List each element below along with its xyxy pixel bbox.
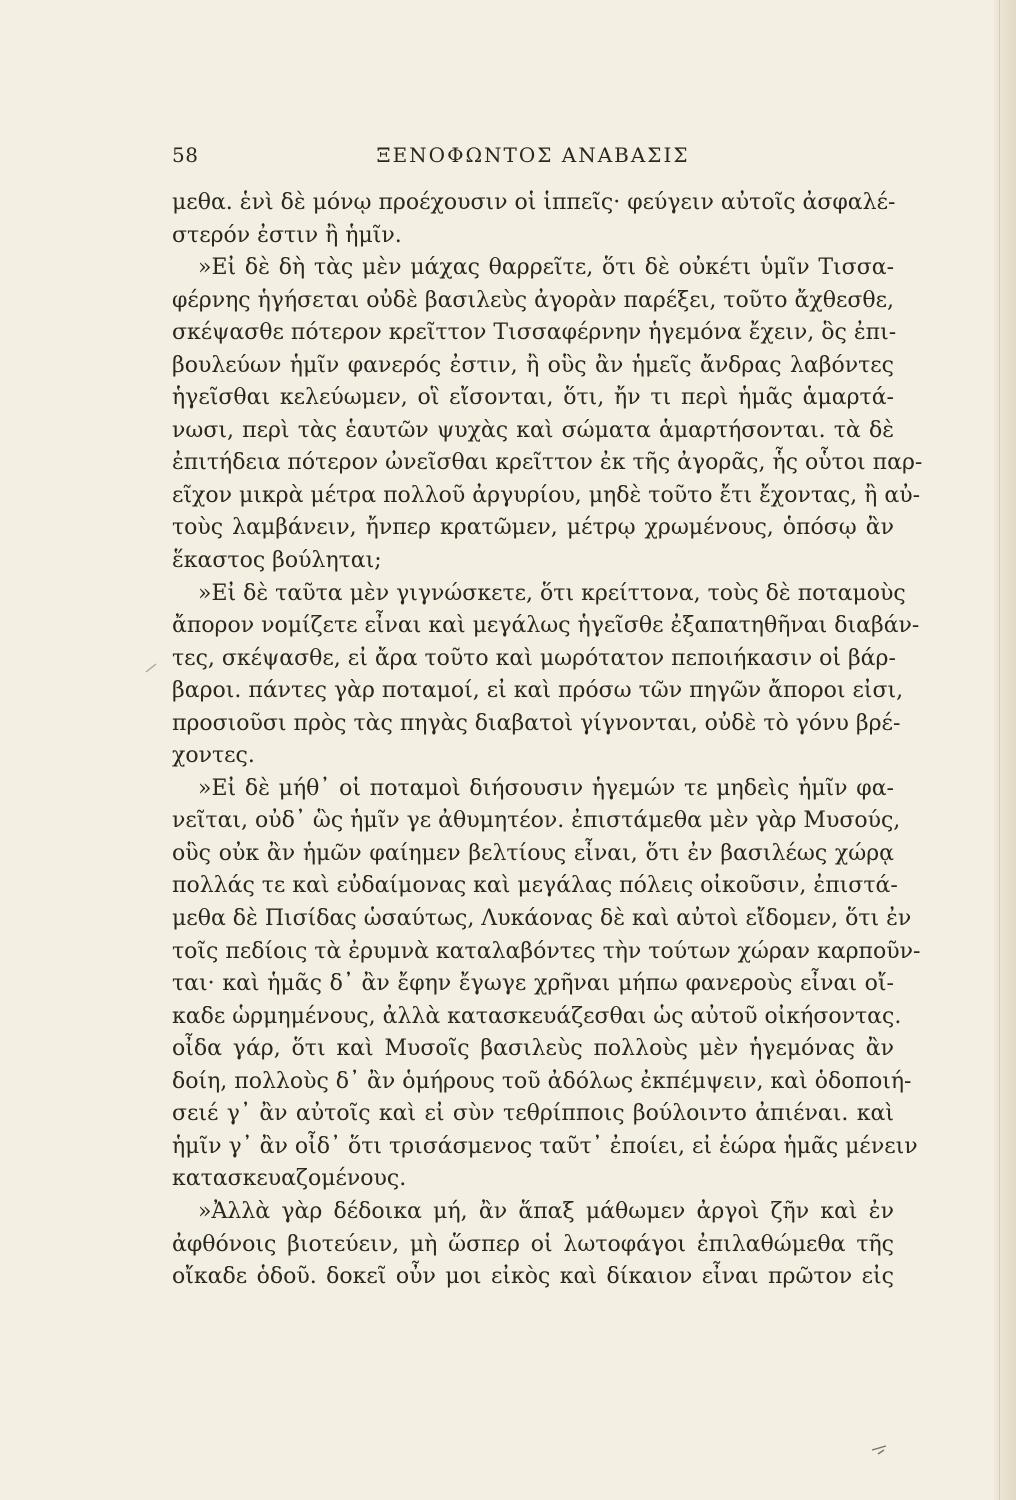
- page-edge-line: [999, 0, 1000, 1500]
- text-line: ἡμῖν γ᾽ ἂν οἶδ᾽ ὅτι τρισάσμενος ταῦτ᾽ ἐποίει, εἰ ἑώρα ἡμᾶς μένειν: [172, 1133, 918, 1159]
- text-line: νωσι, περὶ τὰς ἑαυτῶν ψυχὰς καὶ σώματα ἁμαρτήσονται. τὰ δὲ: [172, 417, 894, 443]
- text-line: προσιοῦσι πρὸς τὰς πηγὰς διαβατοὶ γίγνονται, οὐδὲ τὸ γόνυ βρέ-: [172, 710, 901, 736]
- text-line: οὓς οὐκ ἂν ἡμῶν φαίημεν βελτίους εἶναι, ὅτι ἐν βασιλέως χώρᾳ: [172, 840, 894, 866]
- text-line: βουλεύων ἡμῖν φανερός ἐστιν, ἢ οὓς ἂν ἡμεῖς ἄνδρας λαβόντες: [172, 352, 894, 378]
- text-line: καδε ὡρμημένους, ἀλλὰ κατασκευάζεσθαι ὡς αὐτοῦ οἰκήσοντας.: [172, 1003, 902, 1029]
- text-line: μεθα. ἑνὶ δὲ μόνῳ προέχουσιν οἱ ἱππεῖς· φεύγειν αὐτοῖς ἀσφαλέ-: [172, 190, 896, 215]
- page-edge: [994, 0, 1016, 1500]
- text-line: στερόν ἐστιν ἢ ἡμῖν.: [172, 222, 402, 248]
- corner-mark-bottom: [872, 1446, 886, 1454]
- running-title: ΞΕΝΟΦΩΝΤΟΣ ΑΝΑΒΑΣΙΣ: [376, 143, 690, 167]
- text-line: σειέ γ᾽ ἂν αὐτοῖς καὶ εἰ σὺν τεθρίπποις βούλοιντο ἀπιέναι. καὶ: [172, 1101, 894, 1127]
- text-line: κατασκευαζομένους.: [172, 1166, 407, 1192]
- page-header: [172, 142, 894, 174]
- text-line: ἐπιτήδεια πότερον ὠνεῖσθαι κρεῖττον ἐκ τῆς ἀγορᾶς, ἧς οὗτοι παρ-: [172, 450, 923, 476]
- body-text: [172, 187, 923, 1294]
- text-line: δοίη, πολλοὺς δ᾽ ἂν ὁμήρους τοῦ ἀδόλως ἐκπέμψειν, καὶ ὁδοποιή-: [172, 1068, 912, 1094]
- text-line: »Ἀλλὰ γὰρ δέδοικα μή, ἂν ἅπαξ μάθωμεν ἀργοὶ ζῆν καὶ ἐν: [198, 1198, 894, 1224]
- text-line: ται· καὶ ἡμᾶς δ᾽ ἂν ἔφην ἔγωγε χρῆναι μήπω φανεροὺς εἶναι οἴ-: [172, 971, 894, 997]
- text-line: »Εἰ δὲ ταῦτα μὲν γιγνώσκετε, ὅτι κρείττονα, τοὺς δὲ ποταμοὺς: [198, 580, 906, 606]
- text-line: εῖχον μικρὰ μέτρα πολλοῦ ἀργυρίου, μηδὲ τοῦτο ἔτι ἔχοντας, ἢ αὐ-: [172, 482, 920, 508]
- text-line: μεθα δὲ Πισίδας ὡσαύτως, Λυκάονας δὲ καὶ αὐτοὶ εἴδομεν, ὅτι ἐν: [172, 906, 912, 932]
- text-line: ἕκαστος βούληται;: [172, 548, 382, 574]
- text-line: »Εἰ δὲ μήθ᾽ οἱ ποταμοὶ διήσουσιν ἡγεμών τε μηδεὶς ἡμῖν φα-: [198, 775, 894, 801]
- page-number: 58: [172, 143, 199, 167]
- text-line: »Εἰ δὲ δὴ τὰς μὲν μάχας θαρρεῖτε, ὅτι δὲ οὐκέτι ὑμῖν Τισσα-: [198, 255, 894, 281]
- text-line: νεῖται, οὐδ᾽ ὣς ἡμῖν γε ἀθυμητέον. ἐπιστάμεθα μὲν γὰρ Μυσούς,: [172, 808, 901, 834]
- text-line: σκέψασθε πότερον κρεῖττον Τισσαφέρνην ἡγεμόνα ἔχειν, ὃς ἐπι-: [172, 320, 897, 346]
- text-line: πολλάς τε καὶ εὐδαίμονας καὶ μεγάλας πόλεις οἰκοῦσιν, ἐπιστά-: [172, 873, 898, 899]
- text-line: τες, σκέψασθε, εἰ ἄρα τοῦτο καὶ μωρότατον πεποιήκασιν οἱ βάρ-: [172, 645, 896, 671]
- text-line: ἄπορον νομίζετε εἶναι καὶ μεγάλως ἡγεῖσθε ἐξαπατηθῆναι διαβάν-: [172, 613, 920, 639]
- text-line: τοῖς πεδίοις τὰ ἐρυμνὰ καταλαβόντες τὴν τούτων χώραν καρποῦν-: [172, 938, 921, 964]
- text-line: φέρνης ἡγήσεται οὐδὲ βασιλεὺς ἀγορὰν παρέξει, τοῦτο ἄχθεσθε,: [172, 287, 894, 313]
- text-line: ἀφθόνοις βιοτεύειν, μὴ ὥσπερ οἱ λωτοφάγοι ἐπιλαθώμεθα τῆς: [172, 1231, 894, 1257]
- text-line: ἡγεῖσθαι κελεύωμεν, οἳ εἴσονται, ὅτι, ἤν τι περὶ ἡμᾶς ἁμαρτά-: [172, 385, 894, 411]
- text-line: χοντες.: [172, 743, 255, 769]
- marginal-mark: [146, 664, 156, 672]
- text-line: οἶδα γάρ, ὅτι καὶ Μυσοῖς βασιλεὺς πολλοὺς μὲν ἡγεμόνας ἂν: [172, 1036, 894, 1062]
- text-line: οἴκαδε ὁδοῦ. δοκεῖ οὖν μοι εἰκὸς καὶ δίκαιον εἶναι πρῶτον εἰς: [172, 1264, 894, 1290]
- text-line: βαροι. πάντες γὰρ ποταμοί, εἰ καὶ πρόσω τῶν πηγῶν ἄποροι εἰσι,: [172, 678, 904, 704]
- text-line: τοὺς λαμβάνειν, ἤνπερ κρατῶμεν, μέτρῳ χρωμένους, ὁπόσῳ ἂν: [172, 515, 894, 541]
